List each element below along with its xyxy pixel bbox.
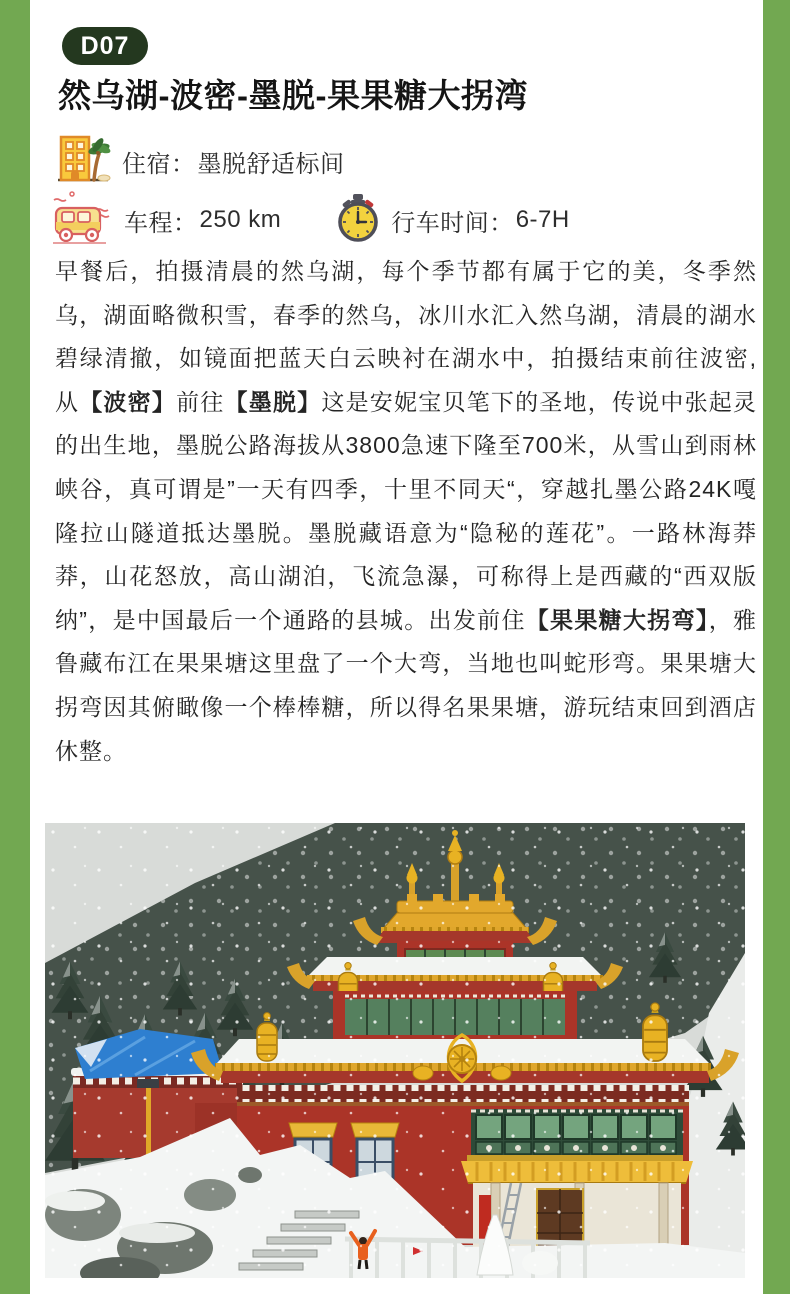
duration-value: 6-7H [515,206,570,233]
duration-label: 行车时间： [391,209,514,237]
van-icon [50,188,114,253]
body-text: 早餐后，拍摄清晨的然乌湖，每个季节都有属于它的美，冬季然乌，湖面略微积雪，春季的然乌，冰川水汇入然乌湖，清晨的湖水碧绿清撤，如镜面把蓝天白云映衬在湖水中，拍摄结束前往波密,从 [55,258,757,415]
body-text: 前往 [176,388,225,415]
day-badge: D07 [62,27,148,65]
distance-value: 250 km [199,206,282,233]
hotel-palm-icon [54,132,112,191]
monastery-photo[interactable] [45,823,745,1278]
left-green-border [0,0,30,1294]
itinerary-card [30,0,763,1294]
lodging-label: 住宿： [122,150,196,178]
body-text: ，雅鲁藏布江在果果塘这里盘了一个大弯，当地也叫蛇形弯。果果塘大拐弯因其俯瞰像一个棒棒糖，所以得名果果塘，游玩结束回到酒店休整。 [55,606,757,764]
highlight-text: 【墨脱】 [224,388,322,415]
stopwatch-icon [335,192,381,249]
distance-label: 车程： [124,209,198,237]
highlight-text: 【果果糖大拐弯】 [525,606,709,633]
transport-row [50,190,570,250]
lodging-row [54,134,345,188]
day-description [55,250,757,773]
right-green-border [763,0,790,1294]
highlight-text: 【波密】 [79,388,177,415]
day-title: 然乌湖-波密-墨脱-果果糖大拐湾 [58,77,528,114]
lodging-value: 墨脱舒适标间 [197,150,345,178]
body-text: 这是安妮宝贝笔下的圣地，传说中张起灵的出生地，墨脱公路海拔从3800急速下隆至700米，从雪山到雨林峡谷，真可谓是”一天有四季，十里不同天“，穿越扎墨公路24K嘎隆拉山隧道抵达墨脱。墨脱藏语意为“隐秘的莲花”。一路林海莽莽，山花怒放，高山湖泊，飞流急瀑，可称得上是西藏的“西双版纳”，是中国最后一个通路的县城。出发前住 [55,388,758,633]
snowfall-overlay [45,823,745,1278]
